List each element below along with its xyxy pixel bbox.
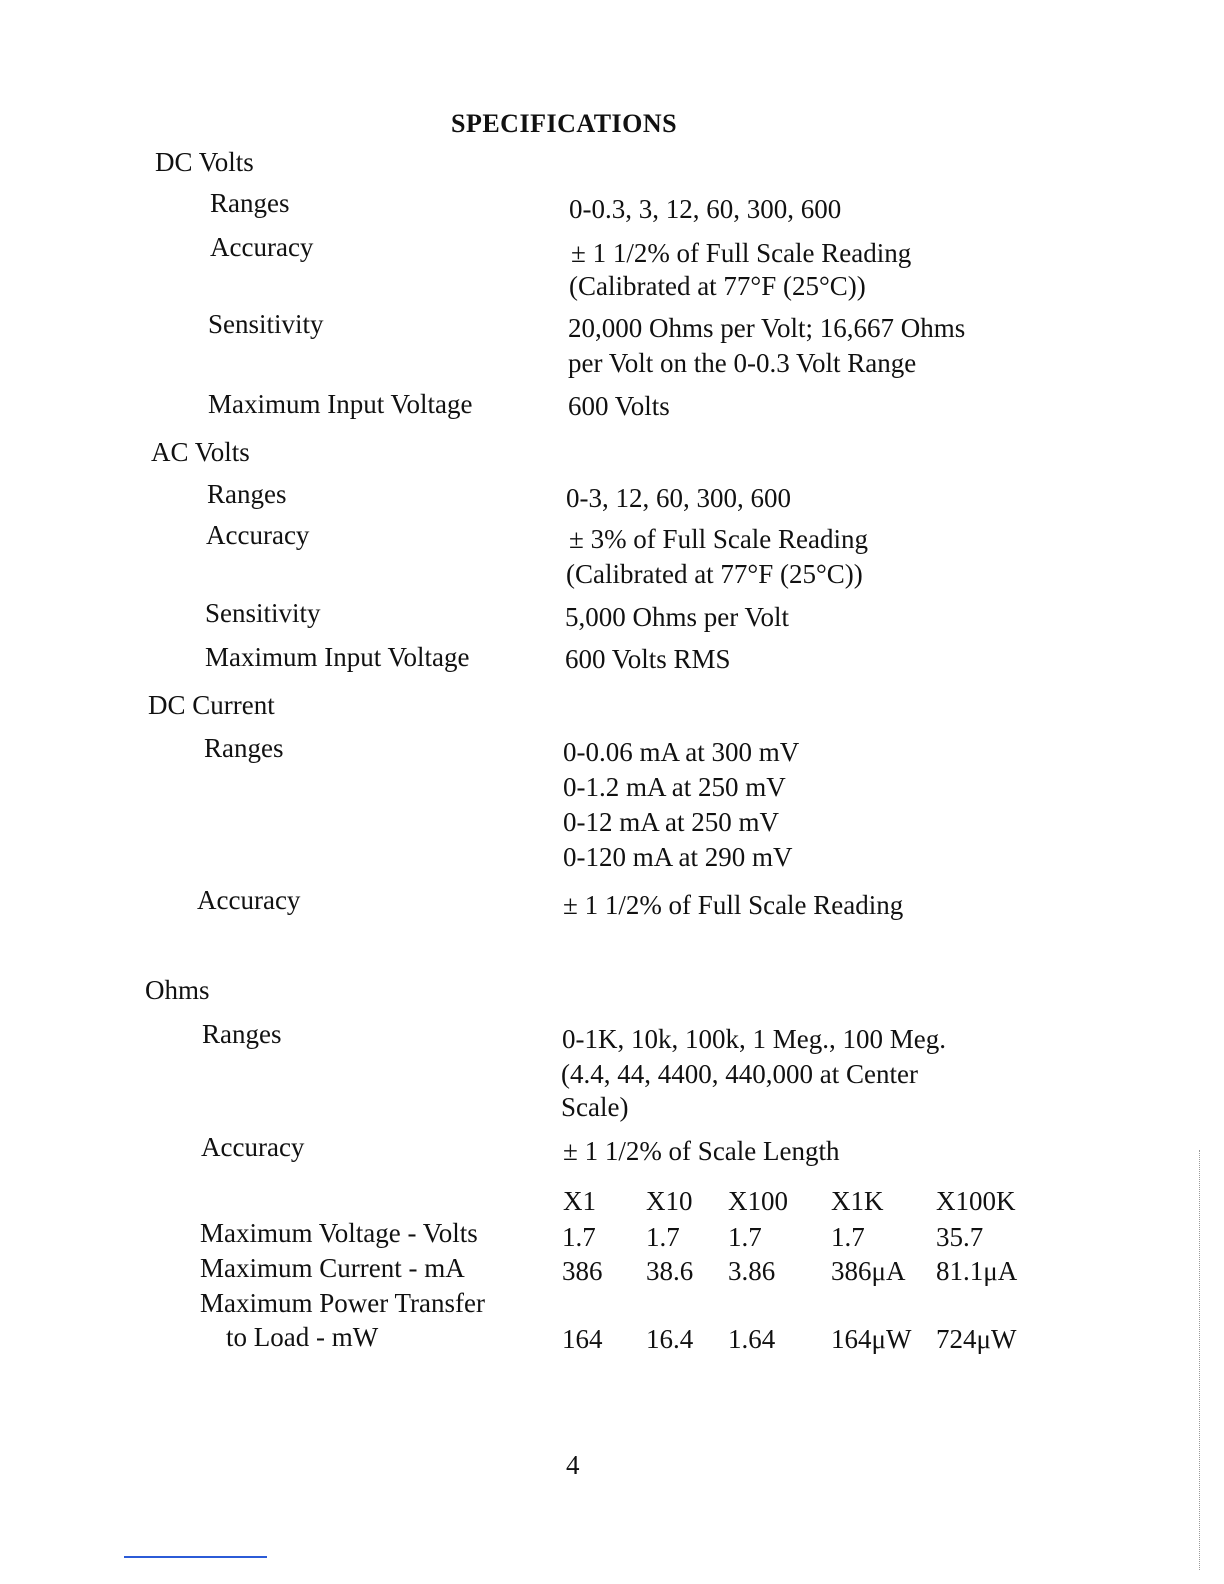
ohms-table-cell: 1.7 bbox=[831, 1222, 865, 1252]
ohms-table-row-label: Maximum Voltage - Volts bbox=[200, 1218, 478, 1248]
ac-volts-accuracy-value: ± 3% of Full Scale Reading bbox=[569, 524, 869, 554]
dc-volts-ranges-label: Ranges bbox=[210, 188, 290, 218]
ac-volts-accuracy-value: (Calibrated at 77°F (25°C)) bbox=[566, 559, 863, 589]
dc-current-accuracy-label: Accuracy bbox=[197, 885, 301, 915]
ohms-ranges-value: Scale) bbox=[561, 1092, 629, 1122]
section-heading-dc-volts: DC Volts bbox=[155, 147, 254, 177]
ac-volts-max-input-label: Maximum Input Voltage bbox=[205, 642, 470, 672]
ohms-accuracy-value: ± 1 1/2% of Scale Length bbox=[563, 1136, 840, 1166]
dc-current-ranges-label: Ranges bbox=[204, 733, 284, 763]
ohms-ranges-value: 0-1K, 10k, 100k, 1 Meg., 100 Meg. bbox=[562, 1024, 946, 1054]
ohms-table-column-header: X100K bbox=[936, 1186, 1016, 1216]
ac-volts-sensitivity-label: Sensitivity bbox=[205, 598, 321, 628]
ohms-table-cell: 81.1μA bbox=[936, 1256, 1018, 1286]
section-heading-ohms: Ohms bbox=[145, 975, 210, 1005]
dc-volts-max-input-value: 600 Volts bbox=[568, 391, 670, 421]
ohms-table-column-header: X100 bbox=[728, 1186, 788, 1216]
ohms-table-column-header: X1K bbox=[831, 1186, 884, 1216]
ohms-table-cell: 38.6 bbox=[646, 1256, 694, 1286]
ohms-table-cell: 164 bbox=[562, 1324, 603, 1354]
ohms-table-cell: 1.7 bbox=[728, 1222, 762, 1252]
ohms-table-row-label: Maximum Power Transfer bbox=[200, 1288, 485, 1318]
ohms-table-row-label: Maximum Current - mA bbox=[200, 1253, 465, 1283]
dc-current-accuracy-value: ± 1 1/2% of Full Scale Reading bbox=[563, 890, 904, 920]
ohms-table-cell: 386 bbox=[562, 1256, 603, 1286]
section-heading-dc-current: DC Current bbox=[148, 690, 275, 720]
dc-current-ranges-value: 0-0.06 mA at 300 mV bbox=[563, 737, 800, 767]
ohms-table-cell: 16.4 bbox=[646, 1324, 694, 1354]
dc-volts-accuracy-label: Accuracy bbox=[210, 232, 314, 262]
dc-current-ranges-value: 0-1.2 mA at 250 mV bbox=[563, 772, 786, 802]
ohms-table-cell: 164μW bbox=[831, 1324, 912, 1354]
bottom-accent-line bbox=[124, 1556, 267, 1558]
dc-volts-sensitivity-value: 20,000 Ohms per Volt; 16,667 Ohms bbox=[568, 313, 966, 343]
dc-current-ranges-value: 0-120 mA at 290 mV bbox=[563, 842, 793, 872]
dc-volts-ranges-value: 0-0.3, 3, 12, 60, 300, 600 bbox=[569, 194, 842, 224]
ohms-accuracy-label: Accuracy bbox=[201, 1132, 305, 1162]
ohms-table-cell: 1.7 bbox=[646, 1222, 680, 1252]
ohms-ranges-label: Ranges bbox=[202, 1019, 282, 1049]
ohms-table-row-label: to Load - mW bbox=[226, 1322, 379, 1352]
dc-current-ranges-value: 0-12 mA at 250 mV bbox=[563, 807, 779, 837]
ohms-table-cell: 386μA bbox=[831, 1256, 906, 1286]
ac-volts-accuracy-label: Accuracy bbox=[206, 520, 310, 550]
dc-volts-accuracy-value: (Calibrated at 77°F (25°C)) bbox=[569, 271, 866, 301]
ac-volts-max-input-value: 600 Volts RMS bbox=[565, 644, 731, 674]
dc-volts-max-input-label: Maximum Input Voltage bbox=[208, 389, 473, 419]
ohms-ranges-value: (4.4, 44, 4400, 440,000 at Center bbox=[561, 1059, 918, 1089]
ohms-table-cell: 35.7 bbox=[936, 1222, 984, 1252]
ohms-table-column-header: X10 bbox=[646, 1186, 693, 1216]
dc-volts-accuracy-value: ± 1 1/2% of Full Scale Reading bbox=[571, 238, 912, 268]
ac-volts-ranges-value: 0-3, 12, 60, 300, 600 bbox=[566, 483, 791, 513]
page-number: 4 bbox=[566, 1450, 580, 1480]
ohms-table-column-header: X1 bbox=[563, 1186, 596, 1216]
ohms-table-cell: 724μW bbox=[936, 1324, 1017, 1354]
ac-volts-ranges-label: Ranges bbox=[207, 479, 287, 509]
section-heading-ac-volts: AC Volts bbox=[151, 437, 250, 467]
right-edge-dotted-line bbox=[1199, 1150, 1200, 1570]
ohms-table-cell: 3.86 bbox=[728, 1256, 776, 1286]
dc-volts-sensitivity-label: Sensitivity bbox=[208, 309, 324, 339]
dc-volts-sensitivity-value: per Volt on the 0-0.3 Volt Range bbox=[568, 348, 917, 378]
ac-volts-sensitivity-value: 5,000 Ohms per Volt bbox=[565, 602, 790, 632]
ohms-table-cell: 1.7 bbox=[562, 1222, 596, 1252]
page-title: SPECIFICATIONS bbox=[451, 109, 678, 138]
ohms-table-cell: 1.64 bbox=[728, 1324, 776, 1354]
